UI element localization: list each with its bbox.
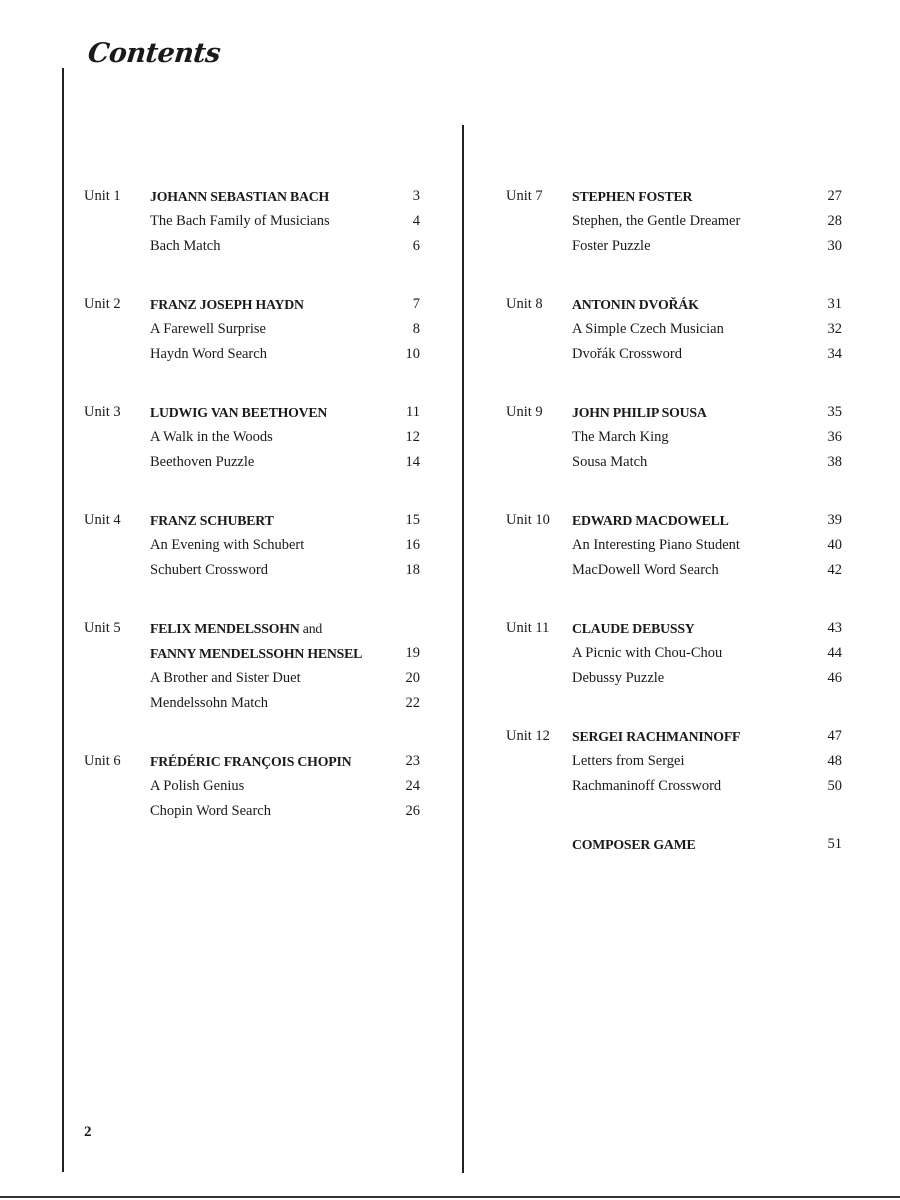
composer-name bbox=[150, 292, 304, 317]
unit-block bbox=[506, 724, 842, 799]
entry-title bbox=[572, 666, 664, 691]
entry-title bbox=[572, 450, 647, 475]
entry-title bbox=[150, 666, 301, 691]
page-number: 43 bbox=[827, 620, 842, 636]
composer-row[interactable] bbox=[506, 724, 842, 749]
toc-entry-row[interactable] bbox=[84, 799, 420, 824]
entry-title-text: JOHANN SEBASTIAN BACH bbox=[150, 189, 330, 204]
composer-name bbox=[150, 616, 322, 641]
page-number: 31 bbox=[827, 296, 842, 312]
entry-title bbox=[150, 209, 330, 234]
entry-title-text: MacDowell Word Search bbox=[572, 562, 719, 578]
toc-entry-row[interactable] bbox=[84, 425, 420, 450]
entry-title-text: The Bach Family of Musicians bbox=[150, 213, 330, 229]
composer-name bbox=[150, 400, 327, 425]
unit-label: Unit 6 bbox=[84, 753, 121, 769]
composer-row[interactable] bbox=[84, 292, 420, 317]
page-number: 15 bbox=[405, 512, 420, 528]
toc-entry-row[interactable] bbox=[506, 666, 842, 691]
composer-name bbox=[572, 184, 692, 209]
entry-title-text: Letters from Sergei bbox=[572, 753, 685, 769]
toc-entry-row[interactable] bbox=[506, 425, 842, 450]
page-number: 35 bbox=[827, 404, 842, 420]
contents-column-right bbox=[506, 184, 842, 890]
entry-title-text: Debussy Puzzle bbox=[572, 670, 665, 686]
entry-title bbox=[150, 691, 268, 716]
composer-name bbox=[572, 400, 707, 425]
entry-title-text: FRÉDÉRIC FRANÇOIS CHOPIN bbox=[150, 754, 352, 769]
entry-title-text: Schubert Crossword bbox=[150, 562, 269, 578]
page-number: 26 bbox=[405, 803, 420, 819]
composer-name bbox=[572, 832, 696, 857]
entry-title-text: FRANZ JOSEPH HAYDN bbox=[150, 297, 304, 312]
composer-name bbox=[572, 508, 729, 533]
composer-row[interactable] bbox=[84, 616, 420, 641]
entry-title bbox=[150, 774, 244, 799]
page-number: 11 bbox=[406, 404, 420, 420]
page-number: 7 bbox=[412, 296, 420, 312]
entry-title bbox=[572, 317, 724, 342]
unit-label: Unit 2 bbox=[84, 296, 121, 312]
page-bottom-edge bbox=[0, 1196, 900, 1198]
entry-title-text: EDWARD MACDOWELL bbox=[572, 513, 729, 528]
entry-title-text: The March King bbox=[572, 429, 669, 445]
entry-title bbox=[150, 450, 254, 475]
entry-title-text: ANTONIN DVOŘÁK bbox=[572, 297, 699, 312]
page-number: 38 bbox=[827, 454, 842, 470]
entry-title-text: JOHN PHILIP SOUSA bbox=[572, 405, 707, 420]
composer-row[interactable] bbox=[84, 641, 420, 666]
unit-block bbox=[506, 184, 842, 259]
unit-block bbox=[84, 749, 420, 824]
entry-title-text: FANNY MENDELSSOHN HENSEL bbox=[150, 646, 363, 661]
entry-title-text: Bach Match bbox=[150, 238, 221, 254]
page-number: 19 bbox=[405, 645, 420, 661]
composer-row[interactable] bbox=[84, 184, 420, 209]
entry-title bbox=[150, 558, 268, 583]
unit-block bbox=[84, 184, 420, 259]
toc-entry-row[interactable] bbox=[506, 317, 842, 342]
page-number: 42 bbox=[827, 562, 842, 578]
entry-title-text: A Farewell Surprise bbox=[150, 321, 266, 337]
unit-label: Unit 9 bbox=[506, 404, 543, 420]
entry-title-text: A Polish Genius bbox=[150, 778, 245, 794]
page-number: 12 bbox=[405, 429, 420, 445]
composer-row[interactable] bbox=[84, 508, 420, 533]
entry-title-text: SERGEI RACHMANINOFF bbox=[572, 729, 741, 744]
unit-block bbox=[506, 508, 842, 583]
unit-block bbox=[84, 400, 420, 475]
contents-column-left bbox=[84, 184, 420, 857]
entry-title-text: CLAUDE DEBUSSY bbox=[572, 621, 695, 636]
toc-entry-row[interactable] bbox=[506, 749, 842, 774]
page-number: 50 bbox=[827, 778, 842, 794]
unit-label: Unit 12 bbox=[506, 728, 550, 744]
entry-title-text: A Simple Czech Musician bbox=[572, 321, 724, 337]
page-number: 23 bbox=[405, 753, 420, 769]
composer-name bbox=[572, 616, 695, 641]
entry-title bbox=[572, 558, 719, 583]
entry-title-text: FELIX MENDELSSOHN bbox=[150, 621, 300, 636]
entry-title-text: FRANZ SCHUBERT bbox=[150, 513, 274, 528]
composer-name bbox=[572, 724, 740, 749]
title-conjunction: and bbox=[299, 621, 323, 636]
column-divider-rule bbox=[462, 125, 464, 1173]
entry-title bbox=[572, 533, 740, 558]
page-number: 6 bbox=[412, 238, 420, 254]
entry-title-text: LUDWIG VAN BEETHOVEN bbox=[150, 405, 328, 420]
toc-entry-row[interactable] bbox=[84, 234, 420, 259]
entry-title-text: A Brother and Sister Duet bbox=[150, 670, 301, 686]
entry-title bbox=[150, 799, 271, 824]
page-number: 20 bbox=[405, 670, 420, 686]
toc-entry-row[interactable] bbox=[84, 209, 420, 234]
entry-title-text: COMPOSER GAME bbox=[572, 837, 696, 852]
entry-title-text: STEPHEN FOSTER bbox=[572, 189, 693, 204]
page-number: 47 bbox=[827, 728, 842, 744]
page-number: 8 bbox=[412, 321, 420, 337]
entry-title bbox=[150, 317, 266, 342]
toc-entry-row[interactable] bbox=[506, 234, 842, 259]
page-number: 10 bbox=[405, 346, 420, 362]
entry-title-text: An Evening with Schubert bbox=[150, 537, 305, 553]
entry-title bbox=[572, 774, 721, 799]
entry-title bbox=[572, 641, 722, 666]
composer-name bbox=[150, 508, 274, 533]
toc-entry-row[interactable] bbox=[506, 342, 842, 367]
composer-row[interactable] bbox=[506, 616, 842, 641]
composer-name bbox=[150, 641, 362, 666]
toc-entry-row[interactable] bbox=[506, 558, 842, 583]
entry-title-text: Sousa Match bbox=[572, 454, 648, 470]
composer-row[interactable] bbox=[506, 400, 842, 425]
page-number: 24 bbox=[405, 778, 420, 794]
page-number: 30 bbox=[827, 238, 842, 254]
toc-entry-row[interactable] bbox=[506, 209, 842, 234]
entry-title-text: Foster Puzzle bbox=[572, 238, 651, 254]
toc-entry-row[interactable] bbox=[84, 450, 420, 475]
page-title: Contents bbox=[86, 38, 222, 69]
page-number: 22 bbox=[405, 695, 420, 711]
composer-row[interactable] bbox=[84, 400, 420, 425]
composer-row[interactable] bbox=[84, 749, 420, 774]
unit-block bbox=[506, 292, 842, 367]
toc-entry-row[interactable] bbox=[84, 558, 420, 583]
entry-title bbox=[572, 234, 651, 259]
page-number: 40 bbox=[827, 537, 842, 553]
page-number: 27 bbox=[827, 188, 842, 204]
entry-title bbox=[572, 209, 740, 234]
entry-title-text: Dvořák Crossword bbox=[572, 346, 682, 362]
composer-name bbox=[150, 749, 351, 774]
entry-title bbox=[150, 425, 273, 450]
page-number: 39 bbox=[827, 512, 842, 528]
entry-title-text: A Picnic with Chou-Chou bbox=[572, 645, 723, 661]
page-number: 3 bbox=[412, 188, 420, 204]
entry-title-text: Beethoven Puzzle bbox=[150, 454, 255, 470]
left-margin-rule bbox=[62, 68, 64, 1172]
entry-title-text: An Interesting Piano Student bbox=[572, 537, 740, 553]
unit-block bbox=[84, 616, 420, 716]
toc-entry-row[interactable] bbox=[506, 641, 842, 666]
entry-title-text: Chopin Word Search bbox=[150, 803, 271, 819]
unit-label: Unit 11 bbox=[506, 620, 550, 636]
composer-row[interactable] bbox=[506, 508, 842, 533]
entry-title-text: Haydn Word Search bbox=[150, 346, 267, 362]
entry-title-text: Stephen, the Gentle Dreamer bbox=[572, 213, 741, 229]
page-number: 44 bbox=[827, 645, 842, 661]
page-number: 4 bbox=[412, 213, 420, 229]
composer-name bbox=[150, 184, 329, 209]
page-number: 18 bbox=[405, 562, 420, 578]
toc-entry-row[interactable] bbox=[84, 691, 420, 716]
unit-block bbox=[84, 292, 420, 367]
composer-row[interactable] bbox=[506, 832, 842, 857]
page-number: 16 bbox=[405, 537, 420, 553]
composer-row[interactable] bbox=[506, 292, 842, 317]
toc-entry-row[interactable] bbox=[506, 774, 842, 799]
page-number: 14 bbox=[405, 454, 420, 470]
unit-label: Unit 3 bbox=[84, 404, 121, 420]
toc-entry-row[interactable] bbox=[506, 450, 842, 475]
unit-block bbox=[506, 832, 842, 857]
page-number: 51 bbox=[827, 836, 842, 852]
entry-title bbox=[572, 342, 682, 367]
toc-entry-row[interactable] bbox=[84, 342, 420, 367]
entry-title bbox=[572, 425, 669, 450]
page-number: 28 bbox=[827, 213, 842, 229]
entry-title bbox=[150, 234, 220, 259]
page-number: 46 bbox=[827, 670, 842, 686]
page-number-folio: 2 bbox=[84, 1124, 92, 1140]
entry-title bbox=[572, 749, 684, 774]
toc-entry-row[interactable] bbox=[84, 317, 420, 342]
unit-block bbox=[506, 616, 842, 691]
page-number: 32 bbox=[827, 321, 842, 337]
composer-name bbox=[572, 292, 699, 317]
page-number: 34 bbox=[827, 346, 842, 362]
toc-entry-row[interactable] bbox=[506, 533, 842, 558]
unit-label: Unit 1 bbox=[84, 188, 121, 204]
toc-entry-row[interactable] bbox=[84, 774, 420, 799]
unit-label: Unit 10 bbox=[506, 512, 550, 528]
toc-entry-row[interactable] bbox=[84, 533, 420, 558]
unit-label: Unit 7 bbox=[506, 188, 543, 204]
entry-title-text: Rachmaninoff Crossword bbox=[572, 778, 722, 794]
unit-label: Unit 5 bbox=[84, 620, 121, 636]
unit-block bbox=[506, 400, 842, 475]
unit-block bbox=[84, 508, 420, 583]
unit-label: Unit 4 bbox=[84, 512, 121, 528]
entry-title bbox=[150, 533, 304, 558]
entry-title bbox=[150, 342, 267, 367]
unit-label: Unit 8 bbox=[506, 296, 543, 312]
entry-title-text: Mendelssohn Match bbox=[150, 695, 268, 711]
page-number: 36 bbox=[827, 429, 842, 445]
toc-entry-row[interactable] bbox=[84, 666, 420, 691]
page-number: 48 bbox=[827, 753, 842, 769]
entry-title-text: A Walk in the Woods bbox=[150, 429, 273, 445]
composer-row[interactable] bbox=[506, 184, 842, 209]
